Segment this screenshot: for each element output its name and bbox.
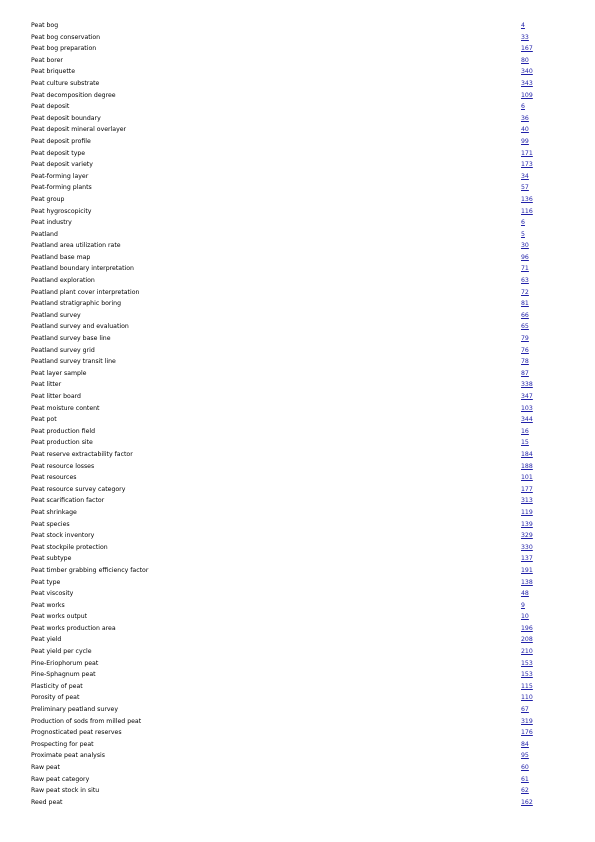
index-term: Peatland survey base line — [31, 335, 111, 343]
index-entry — [31, 484, 541, 496]
index-entry — [31, 310, 541, 322]
index-entry — [31, 78, 541, 90]
index-term: Proximate peat analysis — [31, 752, 105, 760]
index-entry — [31, 762, 541, 774]
page-number-link[interactable]: 115 — [521, 682, 533, 690]
page-number-link[interactable]: 210 — [521, 648, 533, 656]
page-number-link[interactable]: 65 — [521, 323, 529, 331]
page-number-link[interactable]: 109 — [521, 91, 533, 99]
index-entry — [31, 333, 541, 345]
index-term: Peatland survey — [31, 311, 81, 319]
index-term: Peatland area utilization rate — [31, 242, 121, 250]
page-number-link[interactable]: 71 — [521, 265, 529, 273]
index-entry — [31, 472, 541, 484]
index-term: Raw peat — [31, 764, 60, 771]
index-entry — [31, 90, 541, 102]
index-entry — [31, 252, 541, 264]
index-entry — [31, 414, 541, 426]
index-entry — [31, 565, 541, 577]
page-number-link[interactable]: 137 — [521, 555, 533, 563]
index-entry — [31, 66, 541, 78]
page-number-link[interactable]: 36 — [521, 114, 529, 122]
index-term: Peatland — [31, 230, 58, 238]
index-term: Peat litter — [31, 381, 62, 389]
page-number-link[interactable]: 80 — [521, 56, 529, 64]
page-number-link[interactable]: 84 — [521, 740, 529, 748]
page-number-link[interactable]: 343 — [521, 79, 533, 87]
index-term: Peat resource losses — [31, 462, 95, 470]
index-entry — [31, 646, 541, 658]
page-number-link[interactable]: 79 — [521, 335, 529, 343]
index-entry — [31, 669, 541, 681]
index-term: Peat deposit boundary — [31, 114, 101, 122]
index-entry — [31, 148, 541, 160]
index-term: Peatland boundary interpretation — [31, 265, 134, 273]
page-number-link[interactable]: 110 — [521, 694, 533, 702]
page-number-link[interactable]: 340 — [521, 68, 533, 76]
index-entry — [31, 530, 541, 542]
index-entry — [31, 634, 541, 646]
index-term: Peat subtype — [31, 555, 72, 563]
index-entry — [31, 275, 541, 287]
index-term: Plasticity of peat — [31, 682, 83, 690]
index-term: Reed peat — [31, 798, 63, 806]
index-entry — [31, 461, 541, 473]
index-term: Peat borer — [31, 56, 63, 64]
page-number-link[interactable]: 103 — [521, 404, 533, 412]
index-term: Peat pot — [31, 416, 57, 424]
index-entry — [31, 449, 541, 461]
page-number-link[interactable]: 72 — [521, 288, 529, 296]
index-entry — [31, 391, 541, 403]
index-entry — [31, 681, 541, 693]
page-number-link[interactable]: 30 — [521, 242, 529, 250]
index-entry — [31, 785, 541, 797]
index-entry — [31, 356, 541, 368]
page-number-link[interactable]: 67 — [521, 706, 529, 714]
index-entry — [31, 368, 541, 380]
index-term: Peat works — [31, 601, 65, 609]
index-entry — [31, 797, 541, 809]
page-number-link[interactable]: 208 — [521, 636, 533, 644]
page-number-link[interactable]: 116 — [521, 207, 533, 215]
index-term: Peat culture substrate — [31, 79, 100, 87]
index-term: Peat yield — [31, 636, 62, 644]
page-number-link[interactable]: 78 — [521, 358, 529, 366]
page-number-link[interactable]: 329 — [521, 532, 533, 540]
index-term: Peat bog preparation — [31, 45, 97, 53]
index-entry — [31, 542, 541, 554]
index-term: Peatland exploration — [31, 277, 95, 285]
page-number-link[interactable]: 57 — [521, 184, 529, 192]
index-term: Raw peat category — [31, 775, 90, 783]
index-term: Peat viscosity — [31, 590, 74, 598]
page-number-link[interactable]: 66 — [521, 311, 529, 319]
page-number-link[interactable]: 162 — [521, 798, 533, 806]
index-term: Peat yield per cycle — [31, 648, 92, 656]
index-entry — [31, 727, 541, 739]
index-term: Raw peat stock in situ — [31, 787, 100, 795]
index-term: Peat shrinkage — [31, 508, 77, 516]
page-number-link[interactable]: 136 — [521, 195, 533, 203]
index-term: Pine-Sphagnum peat — [31, 671, 96, 679]
index-term: Peatland survey transit line — [31, 358, 116, 366]
page-number-link[interactable]: 167 — [521, 45, 533, 53]
page-number-link[interactable]: 81 — [521, 300, 529, 308]
index-entry — [31, 623, 541, 635]
index-term: Peatland base map — [31, 253, 91, 261]
index-entry — [31, 426, 541, 438]
page-number-link[interactable]: 153 — [521, 659, 533, 667]
index-entry — [31, 159, 541, 171]
page-number-link[interactable]: 4 — [521, 22, 525, 29]
index-entry — [31, 507, 541, 519]
index-entry — [31, 171, 541, 183]
page-number-link[interactable]: 99 — [521, 137, 529, 145]
page-number-link[interactable]: 16 — [521, 427, 529, 435]
page-number-link[interactable]: 40 — [521, 126, 529, 134]
index-entry — [31, 287, 541, 299]
page-number-link[interactable]: 15 — [521, 439, 529, 447]
index-entry — [31, 774, 541, 786]
page-number-link[interactable]: 87 — [521, 369, 529, 377]
page-number-link[interactable]: 330 — [521, 543, 533, 551]
index-entry — [31, 658, 541, 670]
index-term: Peat deposit mineral overlayer — [31, 126, 127, 134]
page-number-link[interactable]: 63 — [521, 277, 529, 285]
index-term: Peat-forming plants — [31, 184, 92, 192]
index-term: Peat timber grabbing efficiency factor — [31, 566, 149, 574]
index-term: Prognosticated peat reserves — [31, 729, 122, 737]
page-number-link[interactable]: 62 — [521, 787, 529, 795]
index-term: Prospecting for peat — [31, 740, 94, 748]
index-term: Production of sods from milled peat — [31, 717, 142, 725]
index-term: Peat industry — [31, 219, 72, 227]
index-entry — [31, 611, 541, 623]
index-term: Peat reserve extractability factor — [31, 450, 133, 458]
index-term: Peatland stratigraphic boring — [31, 300, 122, 308]
index-entry — [31, 113, 541, 125]
page-number-link[interactable]: 184 — [521, 450, 533, 458]
index-entry — [31, 600, 541, 612]
index-term: Peat group — [31, 195, 65, 203]
index-entry — [31, 739, 541, 751]
index-term: Peat production field — [31, 427, 96, 435]
page-number-link[interactable]: 319 — [521, 717, 533, 725]
index-entry — [31, 577, 541, 589]
index-entry — [31, 704, 541, 716]
index-term: Peat works production area — [31, 624, 116, 632]
index-entry — [31, 217, 541, 229]
index-term: Peatland plant cover interpretation — [31, 288, 140, 296]
index-term: Peat decomposition degree — [31, 91, 116, 99]
page-number-link[interactable]: 188 — [521, 462, 533, 470]
page-number-link[interactable]: 96 — [521, 253, 529, 261]
page-number-link[interactable]: 196 — [521, 624, 533, 632]
index-entry — [31, 101, 541, 113]
index-term: Peat scarification factor — [31, 497, 105, 505]
page-number-link[interactable]: 153 — [521, 671, 533, 679]
page-number-link[interactable]: 33 — [521, 33, 529, 41]
page-number-link[interactable]: 347 — [521, 393, 533, 400]
index-term: Peat-forming layer — [31, 172, 89, 180]
index-entry — [31, 32, 541, 44]
index-entry — [31, 403, 541, 415]
index-entry — [31, 437, 541, 449]
index-entry — [31, 263, 541, 275]
page-number-link[interactable]: 101 — [521, 474, 533, 482]
index-term: Porosity of peat — [31, 694, 80, 702]
index-list — [31, 20, 541, 808]
page-number-link[interactable]: 313 — [521, 497, 533, 505]
index-term: Peat bog — [31, 22, 59, 29]
page-number-link[interactable]: 76 — [521, 346, 529, 354]
index-term: Preliminary peatland survey — [31, 706, 119, 714]
index-term: Peat resource survey category — [31, 485, 126, 493]
index-entry — [31, 20, 541, 32]
page-number-link[interactable]: 10 — [521, 613, 529, 621]
index-term: Peat deposit type — [31, 149, 86, 157]
index-term: Peat species — [31, 520, 70, 528]
index-entry — [31, 519, 541, 531]
index-term: Peat type — [31, 578, 61, 586]
page-number-link[interactable]: 338 — [521, 381, 533, 389]
index-entry — [31, 43, 541, 55]
page-number-link[interactable]: 5 — [521, 230, 525, 238]
index-entry — [31, 692, 541, 704]
index-term: Peat production site — [31, 439, 93, 447]
page-number-link[interactable]: 9 — [521, 601, 525, 609]
index-term: Peat deposit variety — [31, 161, 93, 169]
index-term: Peat litter board — [31, 393, 81, 400]
index-entry — [31, 240, 541, 252]
page-number-link[interactable]: 173 — [521, 161, 533, 169]
index-entry — [31, 55, 541, 67]
page-number-link[interactable]: 95 — [521, 752, 529, 760]
index-term: Peat hygroscopicity — [31, 207, 92, 215]
index-entry — [31, 553, 541, 565]
index-entry — [31, 588, 541, 600]
index-entry — [31, 345, 541, 357]
index-term: Peat layer sample — [31, 369, 87, 377]
index-term: Peat deposit — [31, 103, 70, 111]
page-number-link[interactable]: 6 — [521, 219, 525, 227]
index-entry — [31, 298, 541, 310]
page-number-link[interactable]: 177 — [521, 485, 533, 493]
index-term: Peat moisture content — [31, 404, 100, 412]
index-term: Peatland survey and evaluation — [31, 323, 129, 331]
page-number-link[interactable]: 6 — [521, 103, 525, 111]
page-number-link[interactable]: 119 — [521, 508, 533, 516]
index-entry — [31, 321, 541, 333]
index-entry — [31, 206, 541, 218]
page-number-link[interactable]: 191 — [521, 566, 533, 574]
index-term: Pine-Eriophorum peat — [31, 659, 99, 667]
index-entry — [31, 124, 541, 136]
page-number-link[interactable]: 139 — [521, 520, 533, 528]
page-number-link[interactable]: 61 — [521, 775, 529, 783]
index-entry — [31, 229, 541, 241]
index-term: Peat works output — [31, 613, 88, 621]
index-entry — [31, 379, 541, 391]
index-entry — [31, 136, 541, 148]
index-term: Peat stock inventory — [31, 532, 95, 540]
index-entry — [31, 194, 541, 206]
index-entry — [31, 495, 541, 507]
page-number-link[interactable]: 344 — [521, 416, 533, 424]
index-term: Peat resources — [31, 474, 77, 482]
page-number-link[interactable]: 34 — [521, 172, 529, 180]
page-number-link[interactable]: 138 — [521, 578, 533, 586]
index-term: Peat briquette — [31, 68, 76, 76]
index-term: Peat deposit profile — [31, 137, 91, 145]
index-entry — [31, 750, 541, 762]
index-entry — [31, 716, 541, 728]
index-term: Peat stockpile protection — [31, 543, 108, 551]
index-term: Peatland survey grid — [31, 346, 95, 354]
index-term: Peat bog conservation — [31, 33, 101, 41]
page-number-link[interactable]: 176 — [521, 729, 533, 737]
page-number-link[interactable]: 48 — [521, 590, 529, 598]
index-entry — [31, 182, 541, 194]
page-number-link[interactable]: 171 — [521, 149, 533, 157]
page-number-link[interactable]: 60 — [521, 764, 529, 771]
